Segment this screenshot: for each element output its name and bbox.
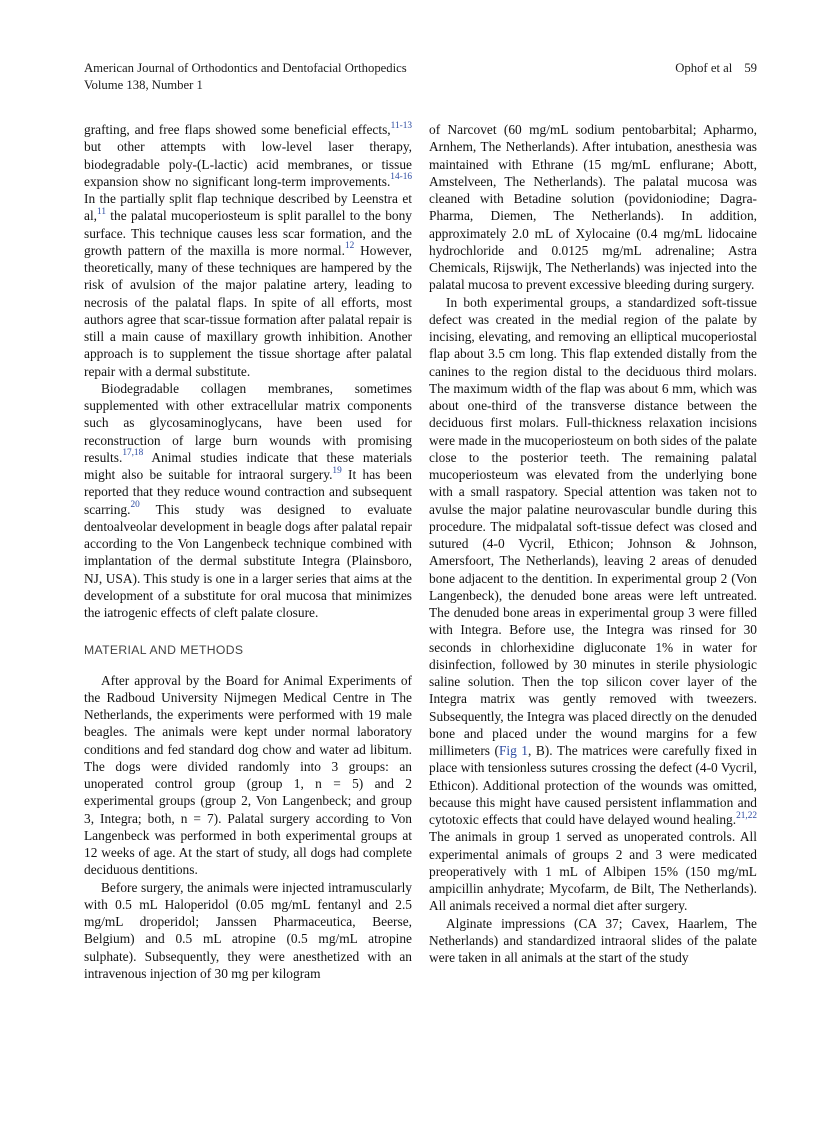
journal-info <box>84 60 407 93</box>
running-head <box>84 60 757 93</box>
journal-title: American Journal of Orthodontics and Dentofacial Orthopedics <box>84 61 407 75</box>
reference-superscript[interactable]: 12 <box>345 241 355 252</box>
page-number: 59 <box>744 61 757 75</box>
paragraph: grafting, and free flaps showed some beneficial effects,$^{11-13}$ but other attempts with low-level laser therapy, biodegradable poly-(L-lactic) acid membranes, or tissue expansion show no significant long-term improvements.$^{14-16}$ In the partially split flap technique described by Leenstra et al,$^{11}$ the palatal mucoperiosteum is split parallel to the bony surface. This technique causes less scar formation, and the growth pattern of the maxilla is more normal.$^{12}$ However, theoretically, many of these techniques are hampered by the risk of avulsion of the major palatine artery, leading to necrosis of the palatal flaps. In spite of all efforts, most authors agree that scar-tissue formation after palatal repair is still a main cause of maxillary growth inhibition. Another approach is to supplement the tissue shortage after palatal repair with a dermal substitute. <box>84 120 412 379</box>
reference-superscript[interactable]: 21,22 <box>736 810 757 821</box>
reference-superscript[interactable]: 17,18 <box>122 448 144 459</box>
figure-link[interactable]: Fig 1 <box>498 743 529 758</box>
running-head-authors: Ophof et al <box>675 61 733 75</box>
reference-superscript[interactable]: 14-16 <box>390 172 412 183</box>
paragraph: Biodegradable collagen membranes, sometimes supplemented with other extracellular matrix components such as glycosaminoglycans, have been used for reconstruction of large burn wounds with promising results.$^{17,18}$ Animal studies indicate that these materials might also be suitable for intraoral surgery.$^{19}$ It has been reported that they reduce wound contraction and subsequent scarring.$^{20}$ This study was designed to evaluate dentoalveolar development in beagle dogs after palatal repair according to the Von Langenbeck technique combined with implantation of the dermal substitute Integra (Plainsboro, NJ, USA). This study is one in a larger series that aims at the development of a substitute for oral mucosa that minimizes the iatrogenic effects of cleft palate closure. <box>84 380 412 620</box>
article-body <box>84 121 757 982</box>
left-column <box>84 121 412 982</box>
section-heading: MATERIAL AND METHODS <box>84 643 244 658</box>
reference-superscript[interactable]: 20 <box>130 500 140 511</box>
paragraph: Before surgery, the animals were injected intramuscularly with 0.5 mL Haloperidol (0.05 mg/mL fentanyl and 2.5 mg/mL droperidol; Janssen Pharmaceutica, Beerse, Belgium) and 0.5 mL atropine (0.5 mg/mL atropine sulphate). Subsequently, they were anesthetized with an intravenous injection of 30 mg per kilogram <box>84 879 412 981</box>
running-head-right <box>675 60 757 77</box>
reference-superscript[interactable]: 11-13 <box>390 120 412 131</box>
reference-superscript[interactable]: 19 <box>332 465 342 476</box>
paragraph: Alginate impressions (CA 37; Cavex, Haarlem, The Netherlands) and standardized intraoral slides of the palate were taken in all animals at the start of the study <box>429 915 757 965</box>
right-column <box>429 121 757 982</box>
reference-superscript[interactable]: 11 <box>97 206 106 217</box>
journal-volume-issue: Volume 138, Number 1 <box>84 77 203 92</box>
paragraph: After approval by the Board for Animal Experiments of the Radboud University Nijmegen Medical Centre in The Netherlands, the experiments were performed with 19 male beagles. The animals were kept under normal laboratory conditions and fed standard dog chow and water ad libitum. The dogs were divided randomly into 3 groups: an unoperated control group (group 1, n = 5) and 2 experimental groups (group 2, Von Langenbeck; and group 3, Integra; both, n = 7). Palatal surgery according to Von Langenbeck was performed in both experimental groups at 12 weeks of age. At the start of study, all dogs had complete deciduous dentitions. <box>84 672 412 878</box>
paragraph: In both experimental groups, a standardized soft-tissue defect was created in the medial region of the palate by incising, elevating, and removing an elliptical mucoperiostal flap about 3.5 cm long. This flap extended distally from the canines to the region distal to the deciduous third molars. The maximum width of the flap was about 6 mm, which was about one-third of the transverse distance between the deciduous first molars. Full-thickness relaxation incisions were made in the mucoperiosteum on both sides of the palate close to the posterior teeth. The remaining palatal mucoperiosteum was elevated from the underlying bone with a small raspatory. Special attention was taken not to avulse the major palatine neurovascular bundle during this procedure. The midpalatal soft-tissue defect was closed and sutured (4-0 Vycril, Ethicon; Johnson & Johnson, Amersfoort, The Netherlands), leaving 2 areas of denuded bone adjacent to the dentition. In experimental group 2 (Von Langenbeck), the denuded bone areas were left untreated. The denuded bone areas in experimental group 3 were filled with Integra. Before use, the Integra was rinsed for 30 seconds in chlorhexidine digluconate 1% in water for disinfection, followed by 30 minutes in sterile physiologic saline solution. Then the top silicon cover layer of the Integra matrix was gently removed with tweezers. Subsequently, the Integra was placed directly on the denuded bone and placed under the wound margins for a few millimeters (Fig 1, B). The matrices were carefully fixed in place with tensionless sutures crossing the defect (4-0 Vycril, Ethicon). Additional protection of the wounds was omitted, because this might have caused persistent inflammation and cytotoxic effects that could have delayed wound healing.$^{21,22}$ The animals in group 1 served as unoperated controls. All experimental animals of groups 2 and 3 were medicated preoperatively with 1 mL of Albipen 15% (150 mg/mL ampicillin anhydrate; Mycofarm, de Bilt, The Netherlands). All animals received a normal diet after surgery. <box>429 294 758 914</box>
paragraph: of Narcovet (60 mg/mL sodium pentobarbital; Apharmo, Arnhem, The Netherlands). After intubation, anesthesia was maintained with Ethrane (15 mg/mL enflurane; Abott, Amstelveen, The Netherlands). The palatal mucosa was cleaned with Betadine solution (povidoniodine; Dagra-Pharma, Diemen, The Netherlands). In addition, approximately 2.0 mL of Xylocaine (0.4 mg/mL lidocaine hydrochloride and 0.0125 mg/mL adrenaline; Astra Chemicals, Rijswijk, The Netherlands) was injected into the palatal mucosa to prevent excessive bleeding during surgery. <box>429 122 757 293</box>
